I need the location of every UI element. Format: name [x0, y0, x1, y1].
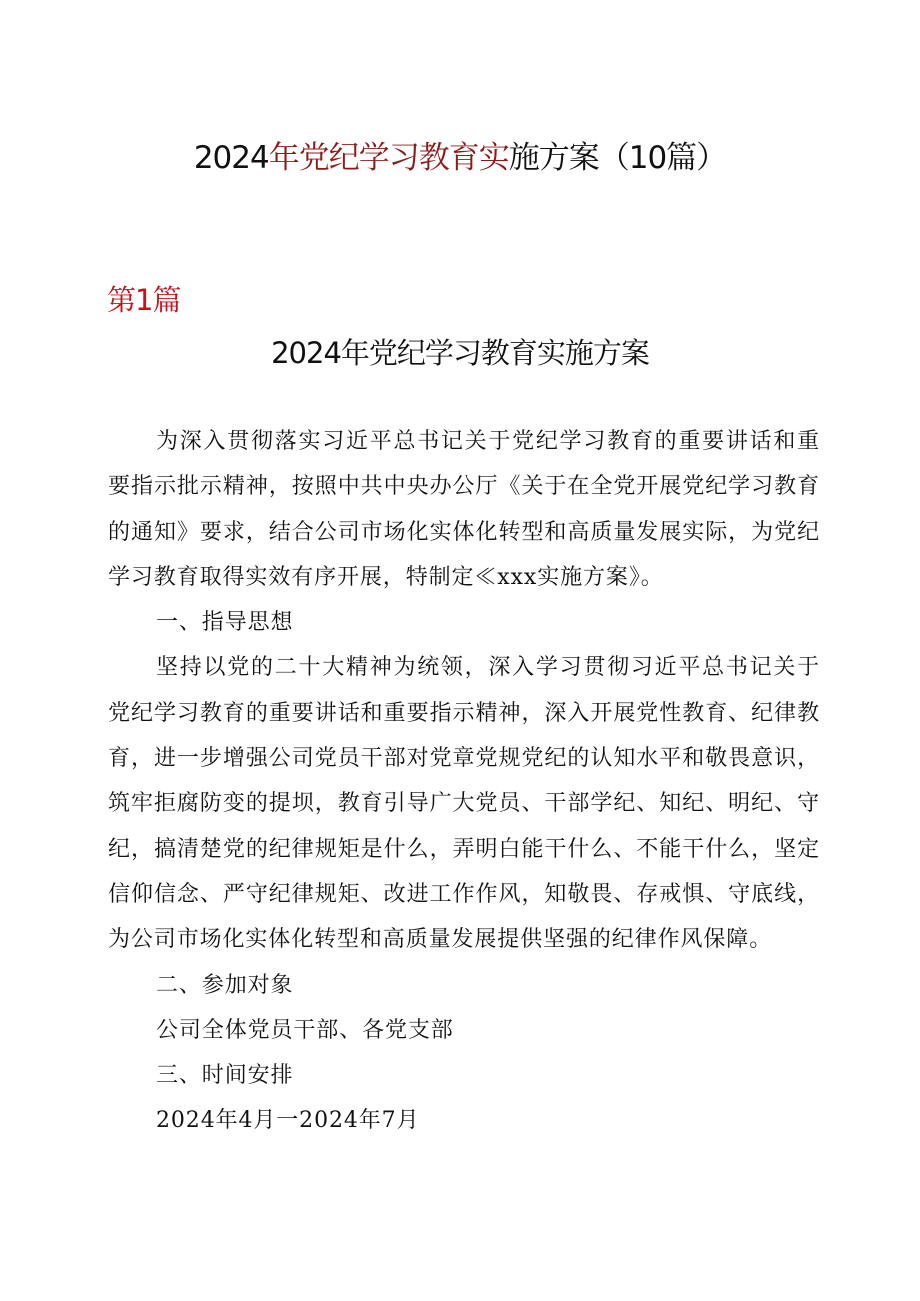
chapter-title: 2024年党纪学习教育实施方案: [271, 336, 649, 370]
chapter-label: 第1篇: [107, 283, 181, 317]
guiding-ideology-paragraph: 坚持以党的二十大精神为统领，深入学习贯彻习近平总书记关于党纪学习教育的重要讲话和重要指示精神，深入开展党性教育、纪律教育，进一步增强公司党员干部对党章党规党纪的认知水平和敬畏意识，筑牢拒腐防变的提坝，教育引导广大党员、干部学纪、知纪、明纪、守纪，搞清楚党的纪律规矩是什么，弄明白能干什么、不能干什么，坚定信仰信念、严守纪律规矩、改进工作作风，知敬畏、存戒惧、守底线，为公司市场化实体化转型和高质量发展提供坚强的纪律作风保障。: [108, 655, 820, 953]
title-segment-year: 2024: [193, 140, 269, 176]
section-heading-schedule: 三、时间安排: [156, 1063, 294, 1089]
body-text: [108, 419, 820, 1144]
title-segment-rest: 施方案（10篇）: [508, 140, 727, 176]
title-segment-highlight: 年党纪学习教育实: [268, 140, 509, 176]
document-title: [0, 138, 920, 178]
participants-paragraph: 公司全体党员干部、各党支部: [156, 1017, 454, 1043]
schedule-paragraph: 2024年4月一2024年7月: [156, 1108, 420, 1134]
section-heading-participants: 二、参加对象: [156, 972, 294, 998]
intro-paragraph: 为深入贯彻落实习近平总书记关于党纪学习教育的重要讲话和重要指示批示精神，按照中共中央办公厅《关于在全党开展党纪学习教育的通知》要求，结合公司市场化实体化转型和高质量发展实际，为党纪学习教育取得实效有序开展，特制定≪xxx实施方案》。: [108, 429, 820, 590]
section-heading-guiding-ideology: 一、指导思想: [156, 610, 294, 636]
